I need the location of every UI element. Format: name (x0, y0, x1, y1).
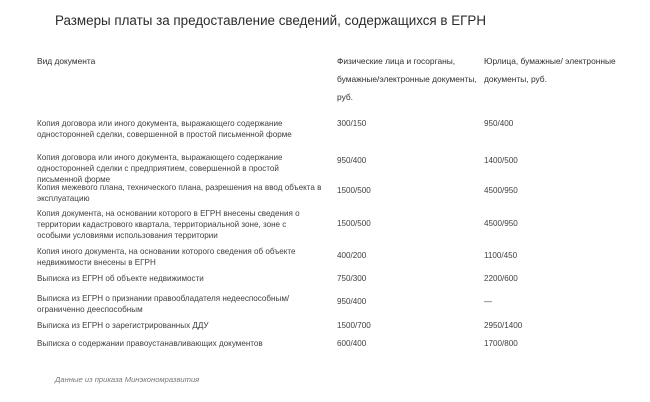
individuals-fee-cell: 1500/500 (337, 219, 371, 228)
source-footnote: Данные из приказа Минэкономразвития (55, 375, 200, 384)
individuals-fee-cell: 950/400 (337, 297, 367, 306)
legal-fee-cell: 1100/450 (484, 251, 518, 260)
document-type-cell: Выписка о содержании правоустанавливающих документов (37, 339, 263, 348)
individuals-fee-cell: 600/400 (337, 339, 367, 348)
legal-fee-cell: 4500/950 (484, 186, 518, 195)
column-header-legal: Юрлица, бумажные/ электронные документы, руб. (484, 56, 616, 84)
legal-fee-cell: 2950/1400 (484, 321, 523, 330)
individuals-fee-cell: 950/400 (337, 156, 367, 165)
document-type-cell: Копия документа, на основании которого в ЕГРН внесены сведения о территории кадастрового квартала, территориальной зоне, зоне с особыми условиями использования территории (37, 209, 300, 240)
legal-fee-cell: — (484, 297, 493, 306)
legal-fee-cell: 1700/800 (484, 339, 518, 348)
document-type-cell: Копия договора или иного документа, выражающего содержание односторонней сделки, совершенной в простой письменной форме (37, 119, 292, 139)
document-type-cell: Копия иного документа, на основании которого сведения об объекте недвижимости внесены в ЕГРН (37, 247, 296, 267)
legal-fee-cell: 2200/600 (484, 274, 518, 283)
document-type-cell: Выписка из ЕГРН об объекте недвижимости (37, 274, 204, 283)
legal-fee-cell: 950/400 (484, 119, 514, 128)
document-type-cell: Выписка из ЕГРН о признании правообладателя недееспособным/ограниченно дееспособным (37, 294, 290, 314)
individuals-fee-cell: 400/200 (337, 251, 367, 260)
individuals-fee-cell: 300/150 (337, 119, 367, 128)
document-type-cell: Выписка из ЕГРН о зарегистрированных ДДУ (37, 321, 209, 330)
document-type-cell: Копия межевого плана, технического плана, разрешения на ввод объекта в эксплуатацию (37, 183, 322, 203)
column-header-individuals: Физические лица и госорганы, бумажные/электронные документы, руб. (337, 56, 477, 102)
legal-fee-cell: 4500/950 (484, 219, 518, 228)
legal-fee-cell: 1400/500 (484, 156, 518, 165)
individuals-fee-cell: 1500/500 (337, 186, 371, 195)
individuals-fee-cell: 750/300 (337, 274, 367, 283)
column-header-document: Вид документа (37, 56, 96, 66)
page-title: Размеры платы за предоставление сведений, содержащихся в ЕГРН (55, 13, 487, 28)
individuals-fee-cell: 1500/700 (337, 321, 371, 330)
document-type-cell: Копия договора или иного документа, выражающего содержание односторонней сделки с предприятием, совершенной в простой письменной форме (37, 153, 283, 184)
